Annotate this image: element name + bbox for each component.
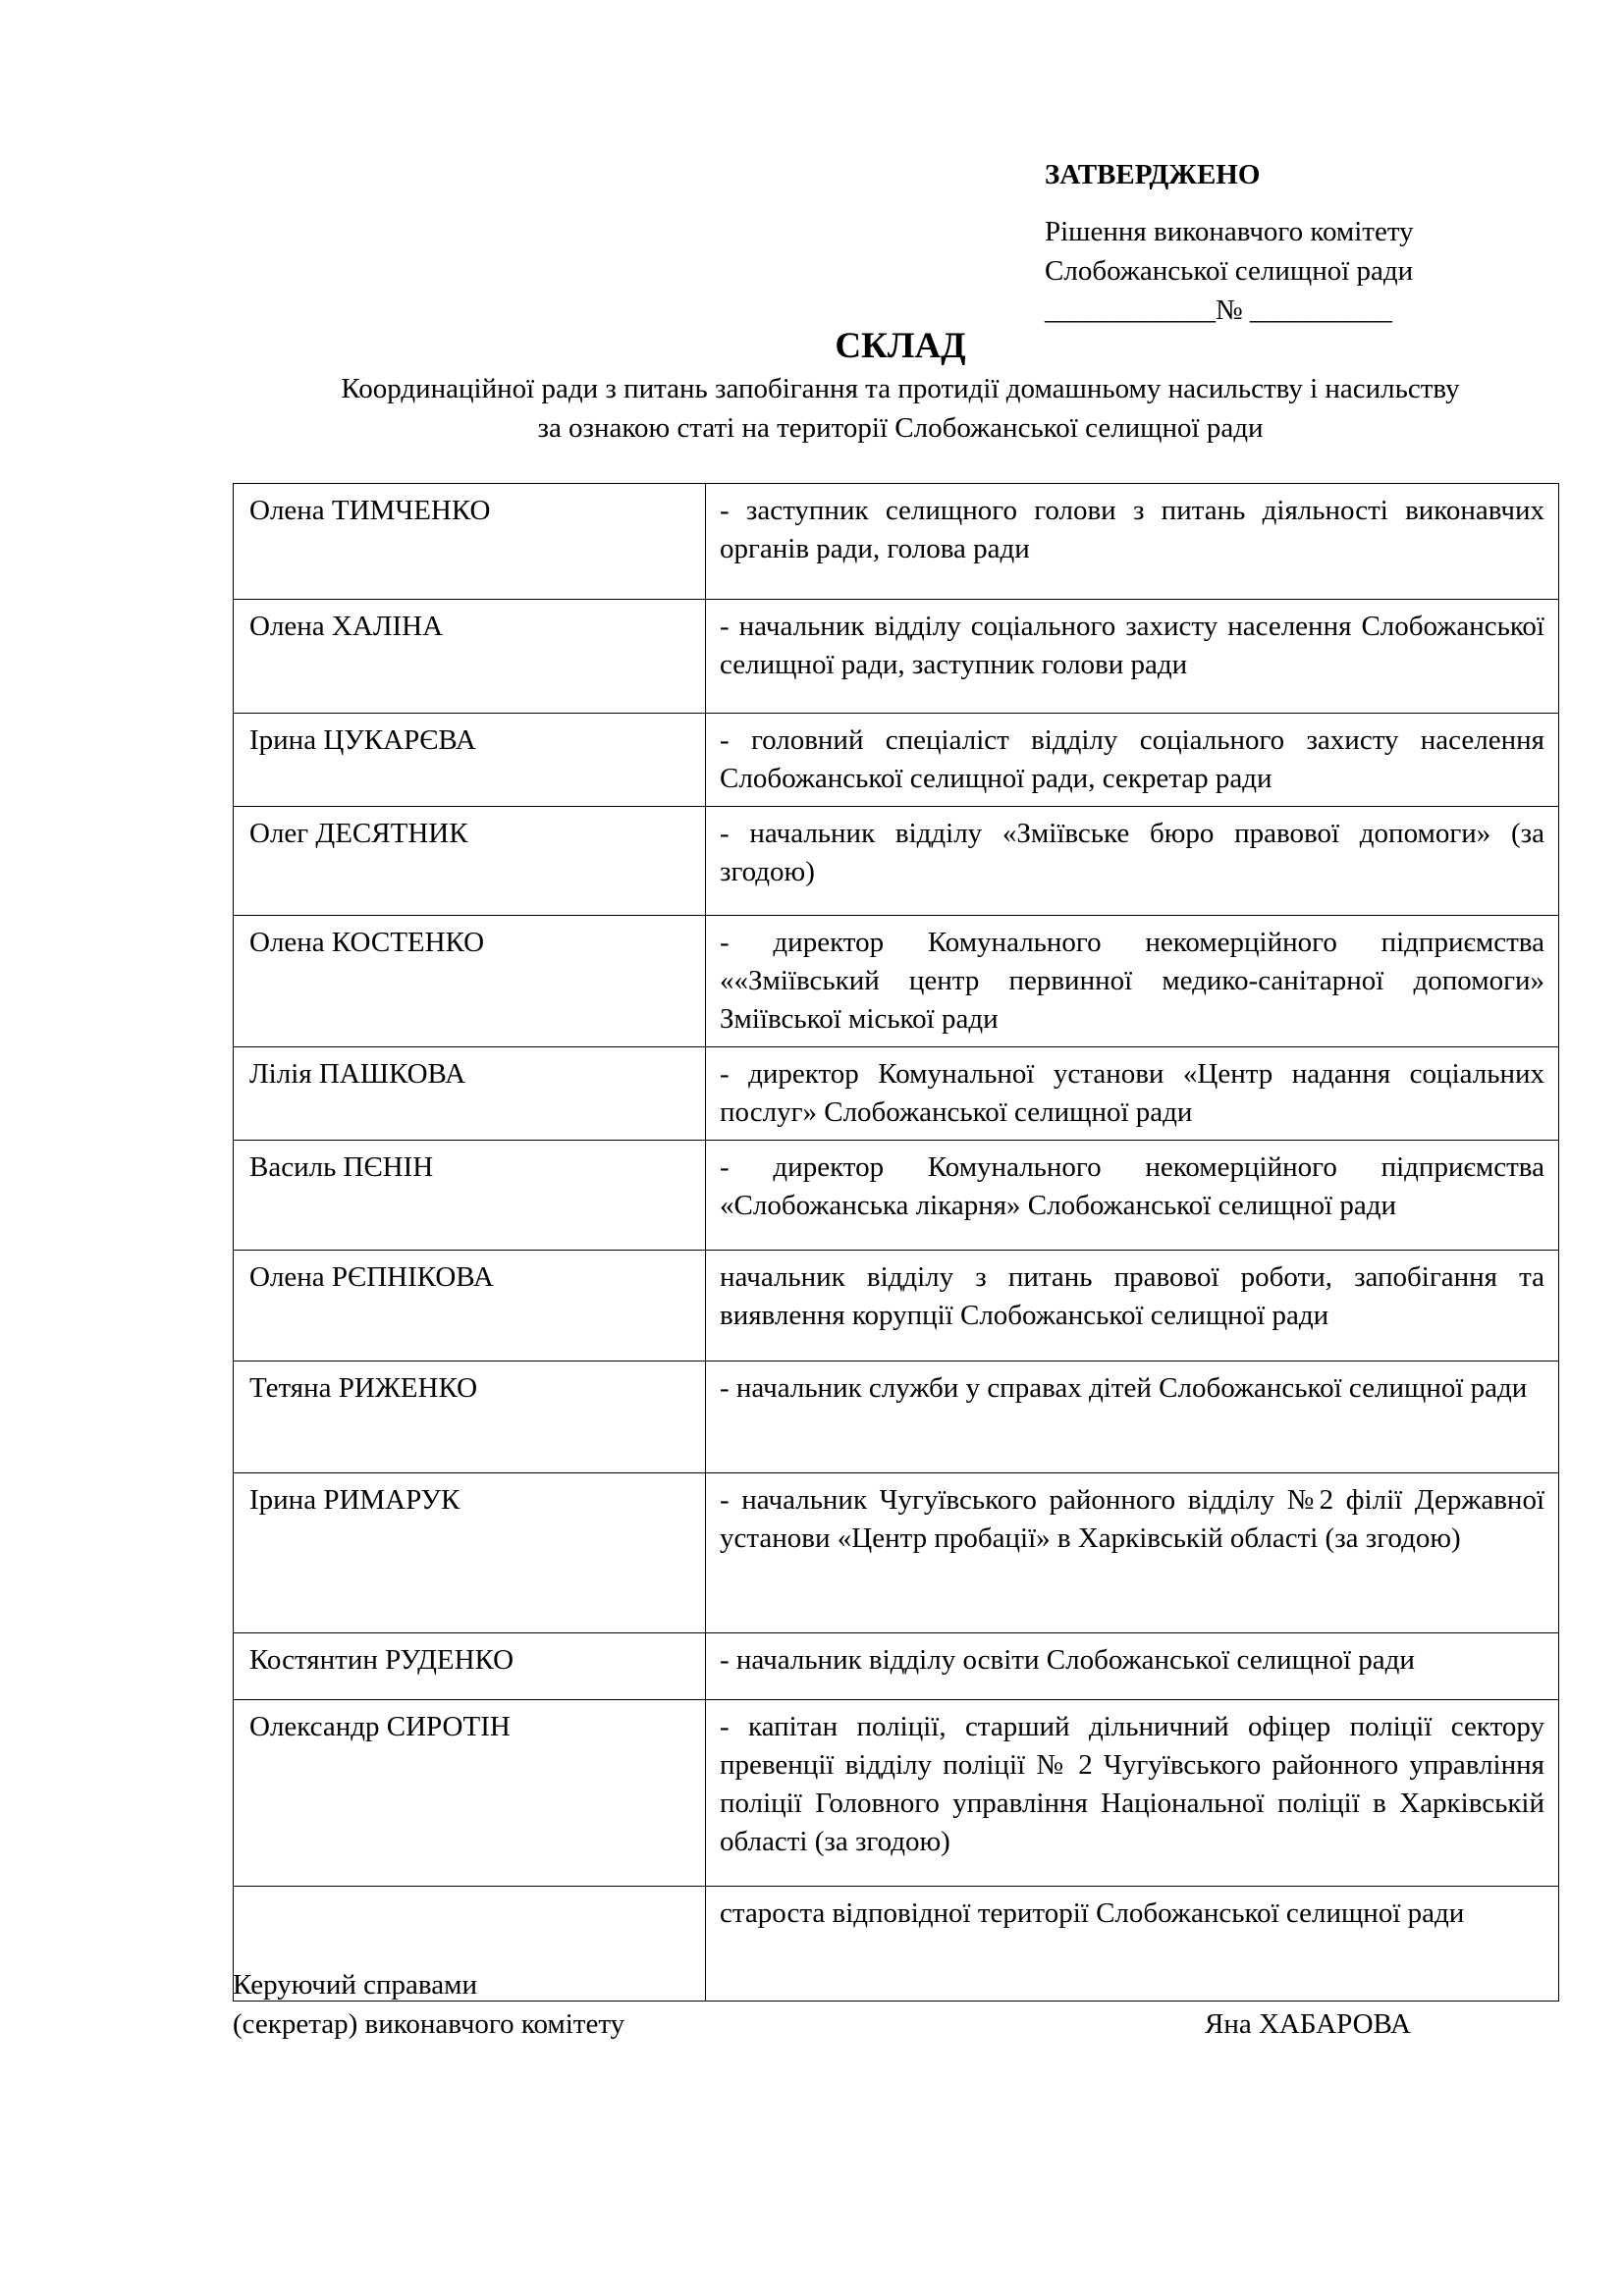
members-table xyxy=(233,483,1559,2002)
document-subtitle-line-2: за ознакою статі на території Слобожанської селищної ради xyxy=(537,412,1264,444)
signer-position-line-2: (секретар) виконавчого комітету xyxy=(233,2008,625,2040)
member-name: Лілія ПАШКОВА xyxy=(234,1047,706,1141)
approval-line-3: ____________№ __________ xyxy=(1045,294,1392,326)
member-role: - начальник відділу «Зміївське бюро правової допомоги» (за згодою) xyxy=(706,807,1559,916)
table-row xyxy=(234,807,1559,916)
member-role: - начальник служби у справах дітей Слобожанської селищної ради xyxy=(706,1362,1559,1473)
document-subtitle-line-1: Координаційної ради з питань запобігання та протидії домашньому насильству і насильству xyxy=(341,373,1460,404)
approval-line-1: Рішення виконавчого комітету xyxy=(1045,216,1414,247)
document-title: СКЛАД xyxy=(835,326,966,366)
table-row xyxy=(234,1047,1559,1141)
member-role: староста відповідної території Слобожанської селищної ради xyxy=(706,1887,1559,2002)
member-role: начальник відділу з питань правової роботи, запобігання та виявлення корупції Слобожанської селищної ради xyxy=(706,1251,1559,1362)
document-heading xyxy=(226,324,1575,448)
member-name: Тетяна РИЖЕНКО xyxy=(234,1362,706,1473)
table-row xyxy=(234,1141,1559,1251)
member-name: Олена ХАЛІНА xyxy=(234,600,706,714)
table-row xyxy=(234,484,1559,600)
approval-line-2: Слобожанської селищної ради xyxy=(1045,255,1414,287)
member-name: Костянтин РУДЕНКО xyxy=(234,1633,706,1700)
table-row xyxy=(234,600,1559,714)
table-row xyxy=(234,916,1559,1047)
member-name: Олена КОСТЕНКО xyxy=(234,916,706,1047)
table-row xyxy=(234,1251,1559,1362)
member-name: Олена ТИМЧЕНКО xyxy=(234,484,706,600)
member-name: Василь ПЄНІН xyxy=(234,1141,706,1251)
member-name: Олександр СИРОТІН xyxy=(234,1700,706,1887)
member-role: - заступник селищного голови з питань діяльності виконавчих органів ради, голова ради xyxy=(706,484,1559,600)
table-row xyxy=(234,714,1559,807)
member-name: Ірина ЦУКАРЄВА xyxy=(234,714,706,807)
member-role: - директор Комунальної установи «Центр надання соціальних послуг» Слобожанської селищної ради xyxy=(706,1047,1559,1141)
member-role: - головний спеціаліст відділу соціального захисту населення Слобожанської селищної ради, секретар ради xyxy=(706,714,1559,807)
member-name: Олена РЄПНІКОВА xyxy=(234,1251,706,1362)
member-role: - начальник Чугуївського районного відділу №2 філії Державної установи «Центр пробації» в Харківській області (за згодою) xyxy=(706,1473,1559,1633)
member-name: Ірина РИМАРУК xyxy=(234,1473,706,1633)
table-row xyxy=(234,1633,1559,1700)
table-row xyxy=(234,1473,1559,1633)
member-role: - директор Комунального некомерційного підприємства «Слобожанська лікарня» Слобожанської селищної ради xyxy=(706,1141,1559,1251)
member-role: - начальник відділу освіти Слобожанської селищної ради xyxy=(706,1633,1559,1700)
approved-title: ЗАТВЕРДЖЕНО xyxy=(1045,159,1261,190)
approval-stamp xyxy=(1045,155,1555,330)
signer-position-line-1: Керуючий справами xyxy=(233,1969,477,2001)
member-name: Олег ДЕСЯТНИК xyxy=(234,807,706,916)
member-role: - капітан поліції, старший дільничний офіцер поліції сектору превенції відділу поліції № 2 Чугуївського районного управління поліції Головного управління Національної поліції в Харківській області (за згодою) xyxy=(706,1700,1559,1887)
signer-name: Яна ХАБАРОВА xyxy=(1205,2008,1411,2040)
table-row xyxy=(234,1362,1559,1473)
member-role: - начальник відділу соціального захисту населення Слобожанської селищної ради, заступник голови ради xyxy=(706,600,1559,714)
table-row xyxy=(234,1700,1559,1887)
member-role: - директор Комунального некомерційного підприємства ««Зміївський центр первинної медико-санітарної допомоги» Зміївської міської ради xyxy=(706,916,1559,1047)
signature-block xyxy=(233,1965,1559,2044)
